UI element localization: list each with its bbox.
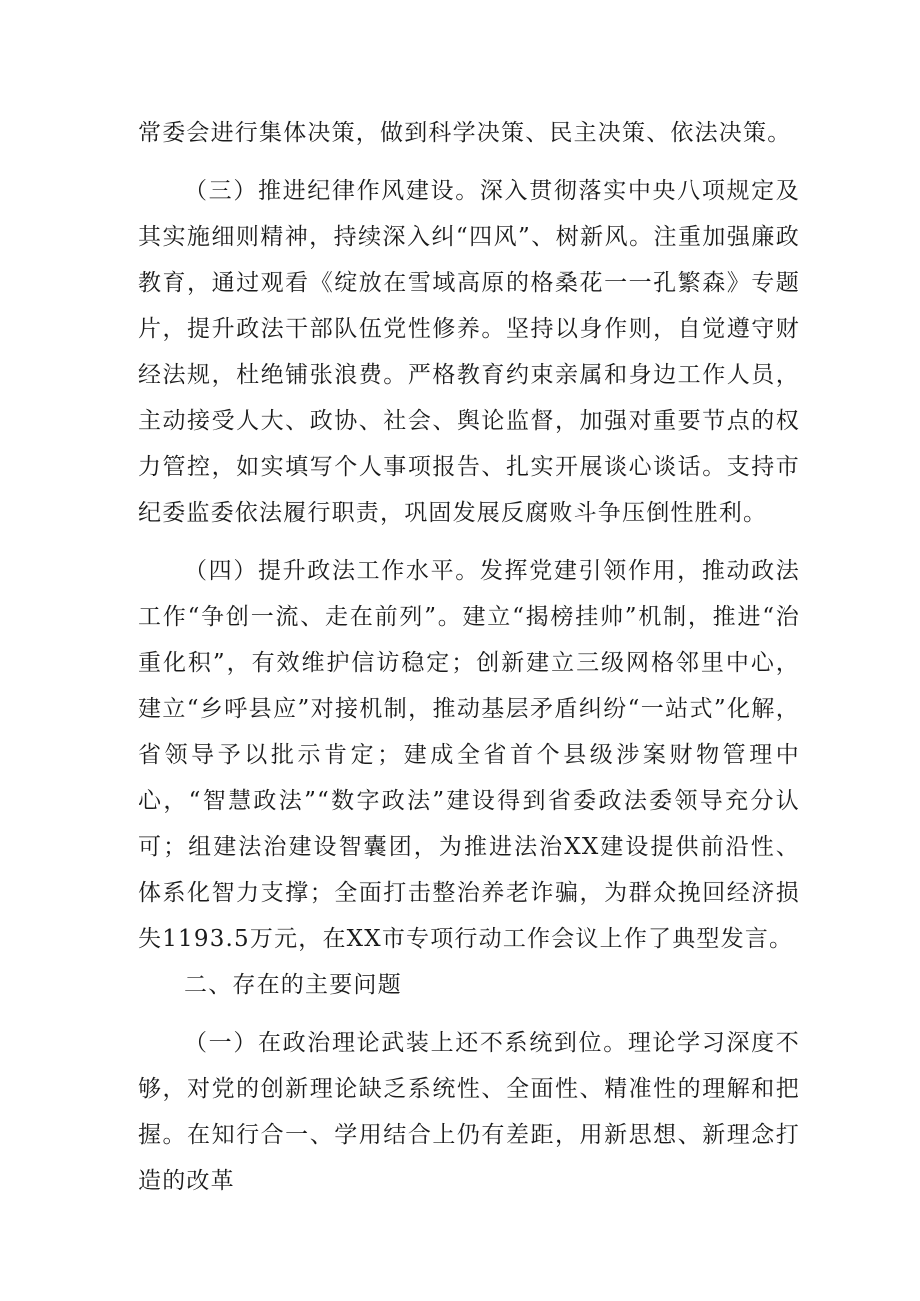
- paragraph-discipline-style: （三）推进纪律作风建设。深入贯彻落实中央八项规定及其实施细则精神，持续深入纠“四风”、树新风。注重加强廉政教育，通过观看《绽放在雪域高原的格桑花一一孔繁森》专题片，提升政法干部队伍党性修养。坚持以身作则，自觉遵守财经法规，杜绝铺张浪费。严格教育约束亲属和身边工作人员，主动接受人大、政协、社会、舆论监督，加强对重要节点的权力管控，如实填写个人事项报告、扎实开展谈心谈话。支持市纪委监委依法履行职责，巩固发展反腐败斗争压倒性胜利。: [138, 178, 800, 526]
- section-heading-main-problems: 二、存在的主要问题: [184, 972, 402, 998]
- paragraph-theory-study: （一）在政治理论武装上还不系统到位。理论学习深度不够，对党的创新理论缺乏系统性、全面性、精准性的理解和把握。在知行合一、学用结合上仍有差距，用新思想、新理念打造的改革: [138, 1030, 800, 1194]
- document-body: [138, 110, 800, 1204]
- paragraph-continuation: 常委会进行集体决策，做到科学决策、民主决策、依法决策。: [138, 120, 792, 146]
- paragraph-work-level: （四）提升政法工作水平。发挥党建引领作用，推动政法工作“争创一流、走在前列”。建立“揭榜挂帅”机制，推进“治重化积”，有效维护信访稳定；创新建立三级网格邻里中心，建立“乡呼县应”对接机制，推动基层矛盾纠纷“一站式”化解，省领导予以批示肯定；建成全省首个县级涉案财物管理中心，“智慧政法”“数字政法”建设得到省委政法委领导充分认可；组建法治建设智囊团，为推进法治XX建设提供前沿性、体系化智力支撑；全面打击整治养老诈骗，为群众挽回经济损失1193.5万元，在XX市专项行动工作会议上作了典型发言。: [138, 558, 800, 952]
